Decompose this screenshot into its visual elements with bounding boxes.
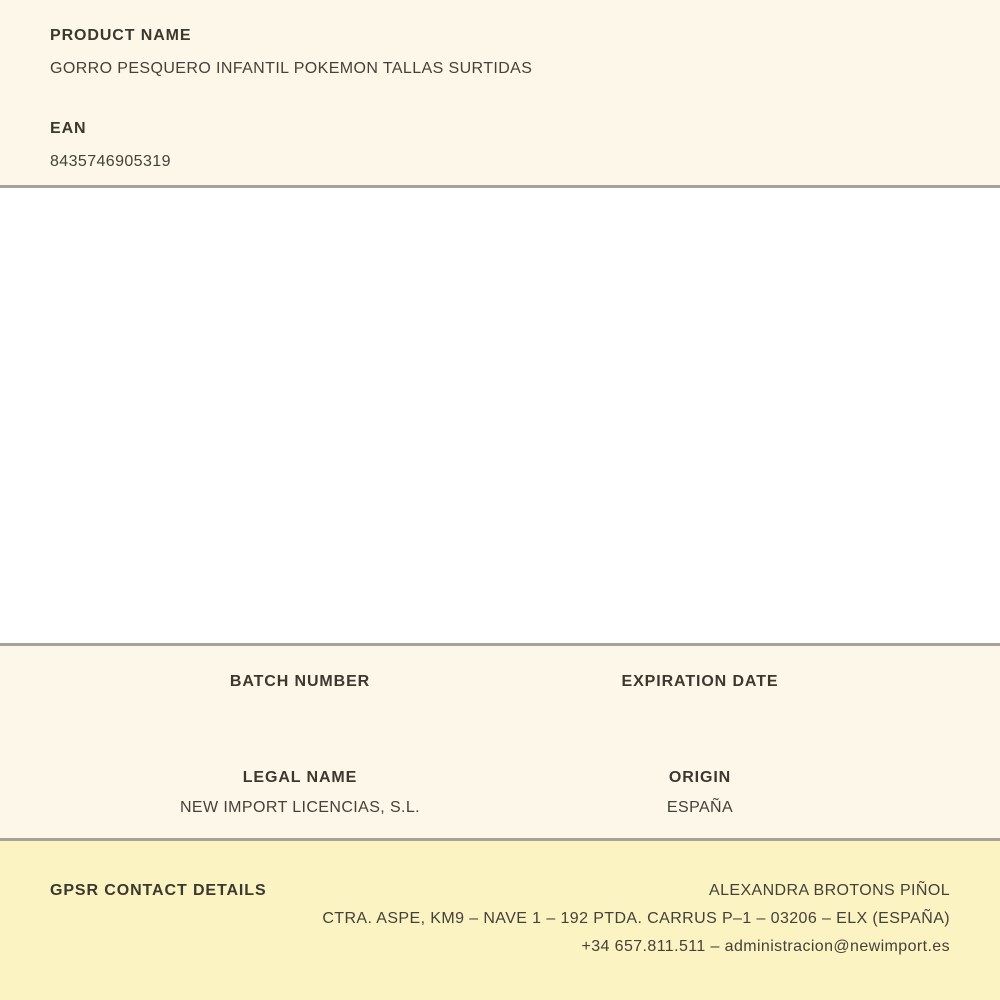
- legal-name-field: [100, 768, 500, 818]
- ean-field: [50, 119, 950, 172]
- legal-name-label: LEGAL NAME: [242, 769, 358, 786]
- origin-field: [500, 768, 900, 818]
- gpsr-contact-section: [0, 841, 1000, 1000]
- batch-number-field: [100, 672, 500, 722]
- product-name-value: GORRO PESQUERO INFANTIL POKEMON TALLAS SURTIDAS: [50, 60, 533, 77]
- expiration-date-label: EXPIRATION DATE: [621, 673, 779, 690]
- ean-label: EAN: [50, 120, 87, 137]
- product-image-area: [0, 188, 1000, 643]
- gpsr-contact-block: [267, 877, 950, 961]
- gpsr-contact-address: CTRA. ASPE, KM9 – NAVE 1 – 192 PTDA. CARRUS P–1 – 03206 – ELX (ESPAÑA): [322, 910, 950, 927]
- batch-number-value: [100, 702, 500, 722]
- ean-value: 8435746905319: [50, 153, 171, 170]
- expiration-date-field: [500, 672, 900, 722]
- product-name-label: PRODUCT NAME: [50, 27, 192, 44]
- batch-number-label: BATCH NUMBER: [229, 673, 371, 690]
- legal-name-value: NEW IMPORT LICENCIAS, S.L.: [179, 799, 421, 816]
- gpsr-contact-name: ALEXANDRA BROTONS PIÑOL: [709, 882, 950, 899]
- gpsr-contact-phone-email: +34 657.811.511 – administracion@newimport.es: [581, 938, 950, 955]
- product-info-section: [0, 0, 1000, 188]
- details-grid: [100, 672, 900, 818]
- origin-label: ORIGIN: [668, 769, 732, 786]
- origin-value: ESPAÑA: [666, 799, 734, 816]
- expiration-date-value: [500, 702, 900, 722]
- product-name-field: [50, 26, 950, 79]
- gpsr-contact-label: GPSR CONTACT DETAILS: [50, 882, 267, 899]
- product-details-section: [0, 643, 1000, 841]
